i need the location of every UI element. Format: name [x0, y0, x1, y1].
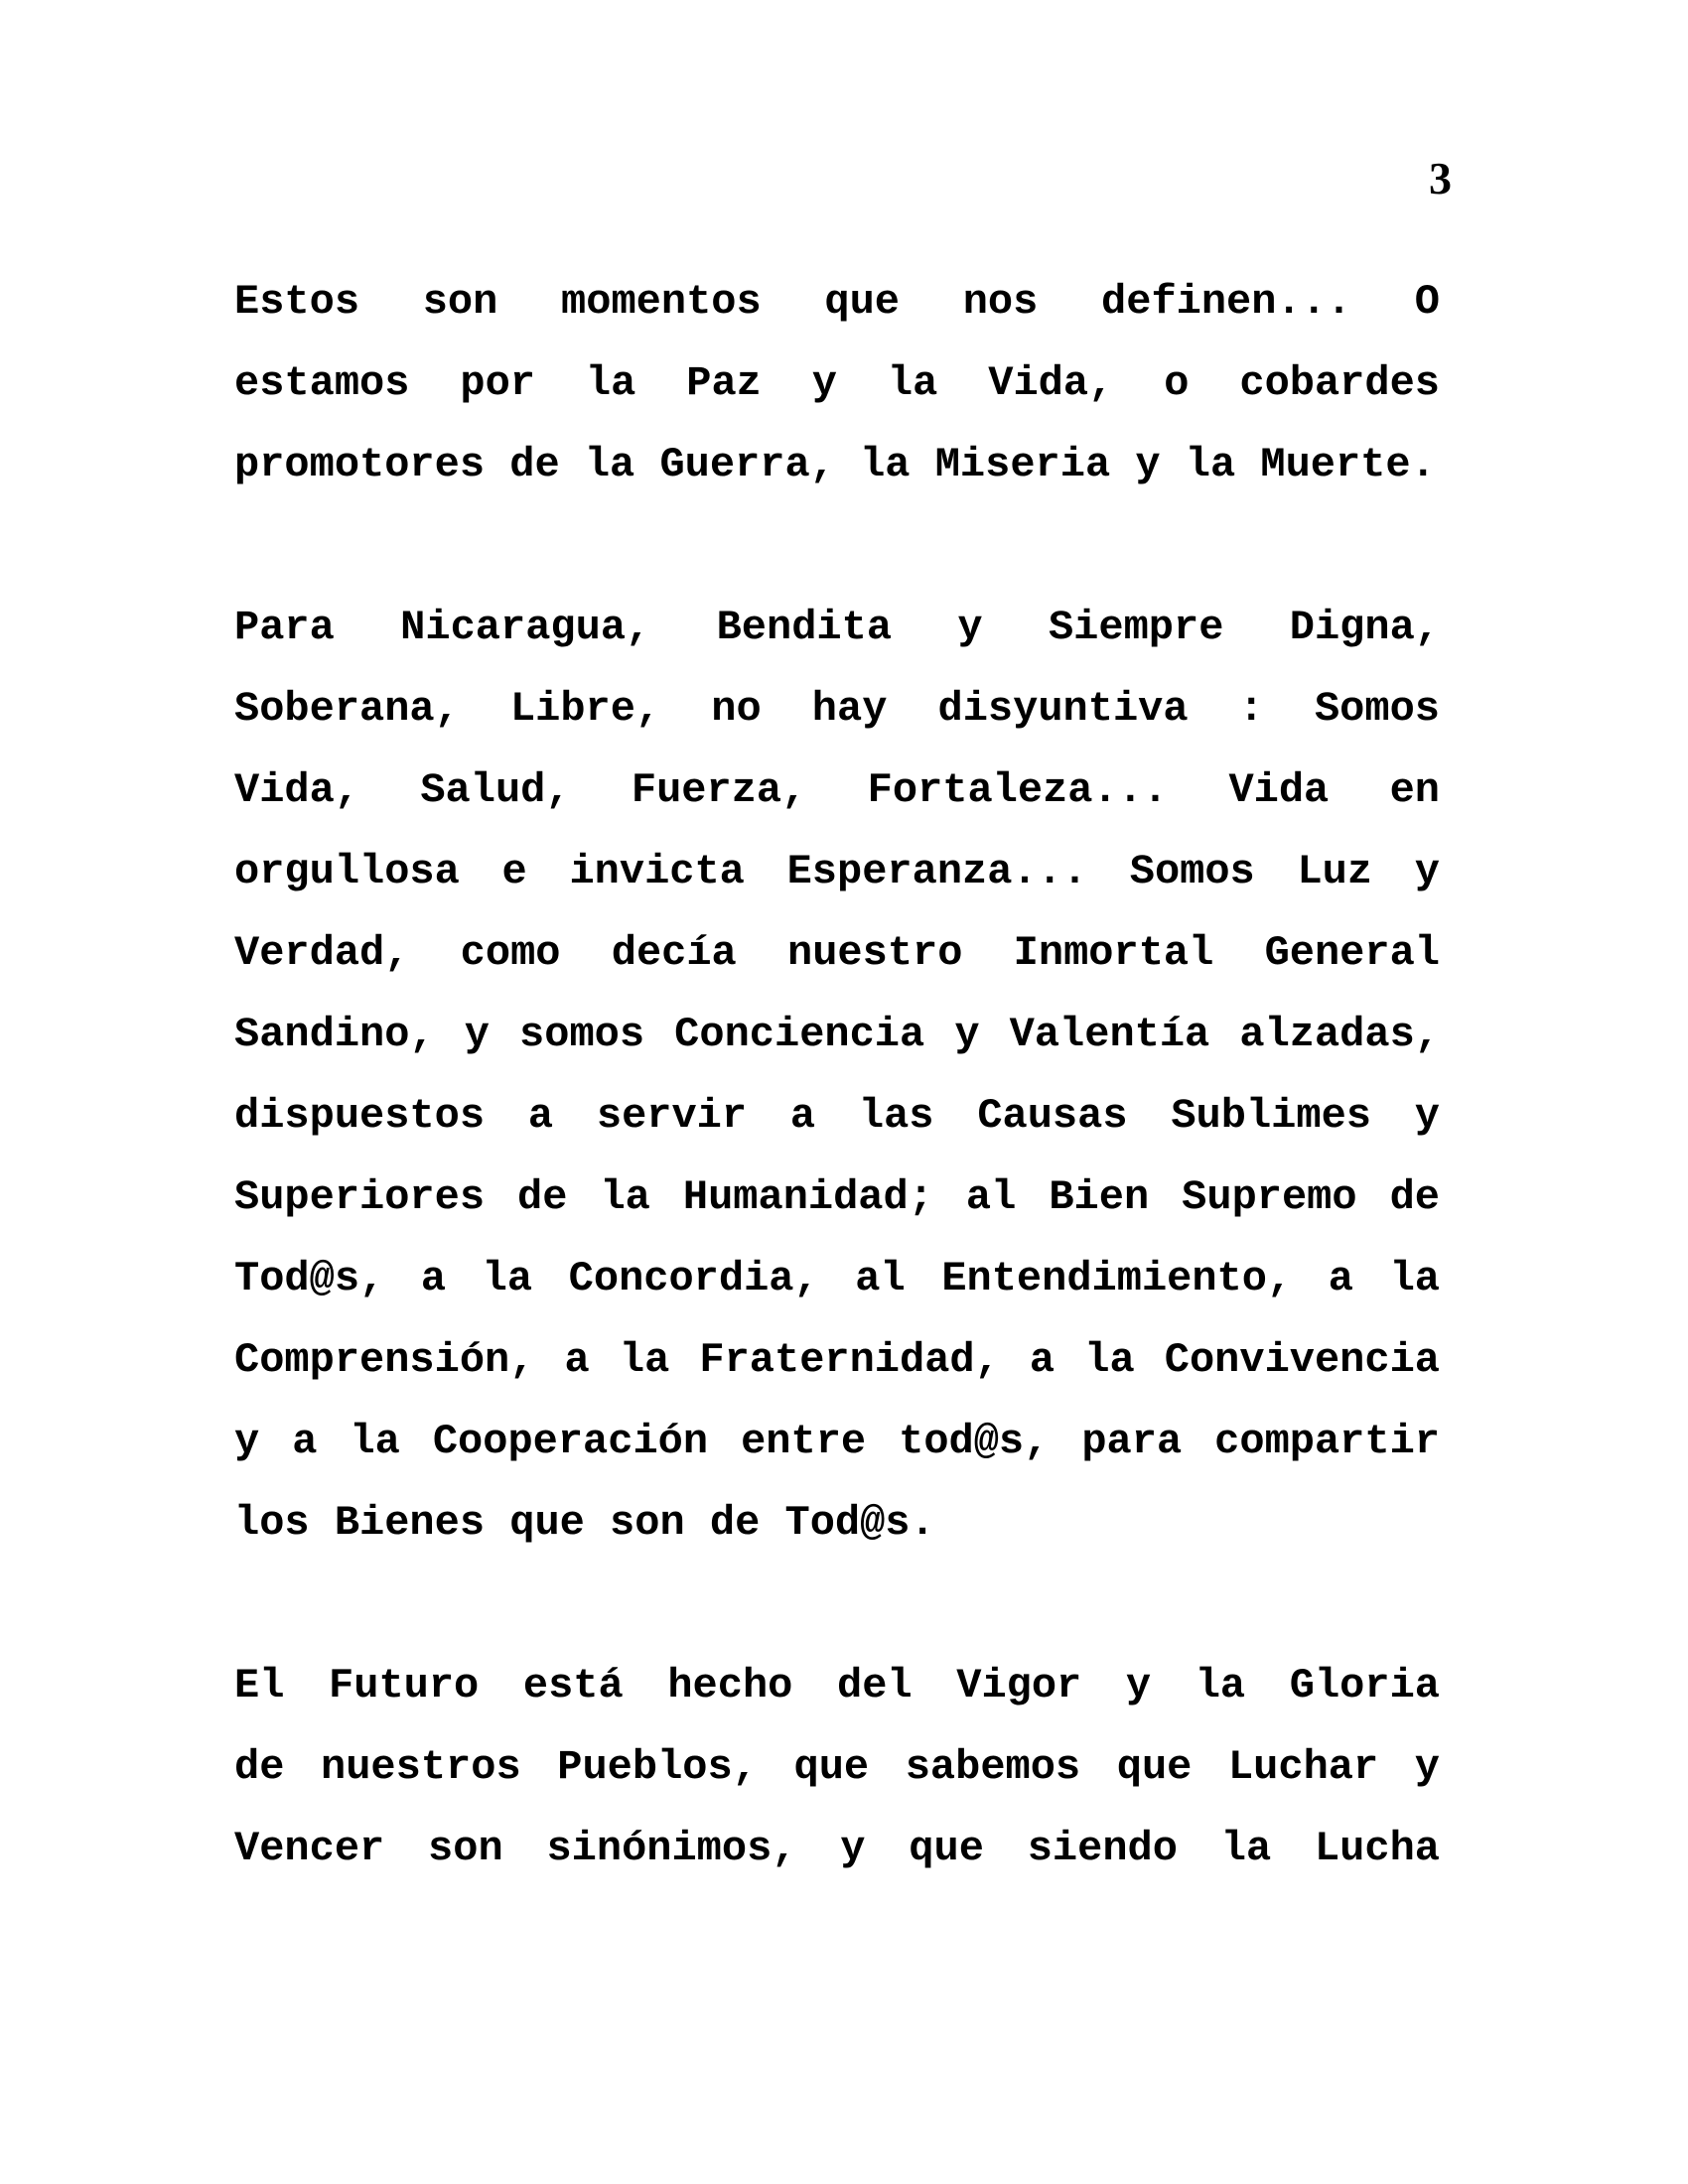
text-line: promotores de la Guerra, la Miseria y la Muerte. [234, 441, 1436, 488]
text-line: Sandino, y somos Conciencia y Valentía alzadas, [234, 1011, 1440, 1058]
paragraph-2 [234, 587, 1440, 1564]
text-line: estamos por la Paz y la Vida, o cobardes [234, 359, 1440, 407]
text-line: y a la Cooperación entre tod@s, para compartir [234, 1418, 1440, 1465]
document-body [234, 261, 1440, 1971]
text-line: Estos son momentos que nos definen... O [234, 278, 1440, 326]
text-line: Para Nicaragua, Bendita y Siempre Digna, [234, 604, 1440, 651]
page-number: 3 [1429, 153, 1452, 204]
text-line: Soberana, Libre, no hay disyuntiva : Somos [234, 685, 1440, 733]
text-line: de nuestros Pueblos, que sabemos que Luchar y [234, 1743, 1440, 1791]
text-line: Vida, Salud, Fuerza, Fortaleza... Vida en [234, 766, 1440, 814]
text-line: Verdad, como decía nuestro Inmortal General [234, 929, 1440, 977]
text-line: Comprensión, a la Fraternidad, a la Convivencia [234, 1336, 1440, 1384]
text-line: los Bienes que son de Tod@s. [234, 1499, 935, 1547]
paragraph-1 [234, 261, 1440, 505]
text-line: orgullosa e invicta Esperanza... Somos Luz y [234, 848, 1440, 895]
text-line: dispuestos a servir a las Causas Sublimes y [234, 1092, 1440, 1140]
text-line: Tod@s, a la Concordia, al Entendimiento, a la [234, 1255, 1440, 1302]
text-line: Superiores de la Humanidad; al Bien Supremo de [234, 1173, 1440, 1221]
text-line: Vencer son sinónimos, y que siendo la Lucha [234, 1825, 1440, 1872]
text-line: El Futuro está hecho del Vigor y la Gloria [234, 1662, 1440, 1709]
paragraph-3 [234, 1645, 1440, 1889]
